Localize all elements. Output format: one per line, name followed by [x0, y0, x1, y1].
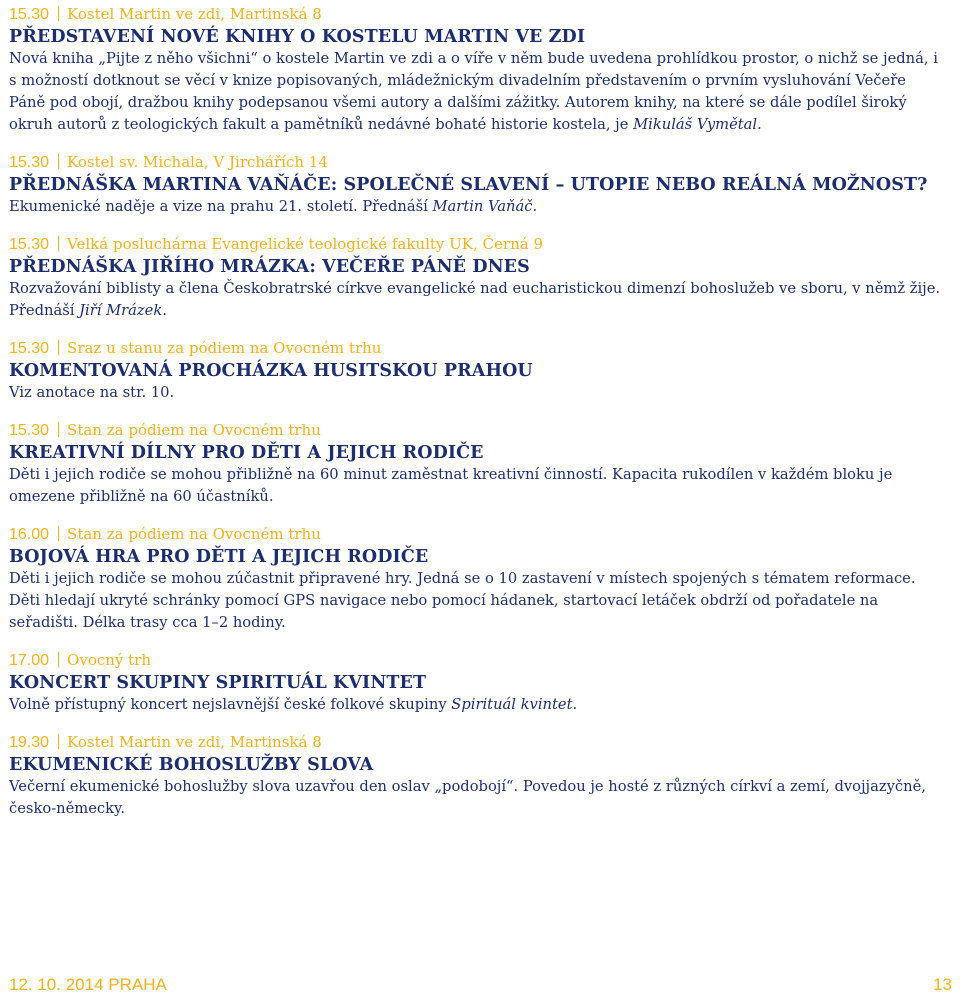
page-number: 13	[933, 975, 952, 994]
event-title: KONCERT SKUPINY SPIRITUÁL KVINTET	[9, 673, 427, 693]
event-description	[9, 568, 944, 634]
event-item	[9, 337, 944, 404]
description-text: Děti i jejich rodiče se mohou přibližně na 60 minut zaměstnat kreativní činností. Kapacita rukodílen v každém bloku je omezene přibližně na 60 účastníků.	[9, 466, 893, 505]
event-description	[9, 382, 944, 404]
speaker-name: Martin Vaňáč.	[432, 198, 538, 215]
event-list	[9, 3, 944, 835]
event-description	[9, 278, 944, 322]
divider	[58, 734, 59, 749]
event-description	[9, 776, 944, 820]
event-meta	[9, 3, 944, 26]
event-item	[9, 731, 944, 820]
speaker-name: Mikuláš Vymětal.	[633, 116, 762, 133]
divider	[58, 6, 59, 21]
event-title: PŘEDSTAVENÍ NOVÉ KNIHY O KOSTELU MARTIN VE ZDI	[9, 27, 586, 47]
event-place: Stan za pódiem na Ovocném trhu	[67, 421, 321, 439]
event-item	[9, 3, 944, 136]
event-time: 15.30	[9, 154, 50, 171]
divider	[58, 236, 59, 251]
event-time: 17.00	[9, 652, 50, 669]
divider	[58, 526, 59, 541]
event-meta	[9, 523, 944, 546]
footer-date-place: 12. 10. 2014 PRAHA	[9, 975, 167, 994]
event-meta	[9, 419, 944, 442]
event-time: 19.30	[9, 734, 50, 751]
event-item	[9, 233, 944, 322]
event-meta	[9, 731, 944, 754]
description-text: Viz anotace na str. 10.	[9, 384, 175, 401]
description-text: Děti i jejich rodiče se mohou zúčastnit připravené hry. Jedná se o 10 zastavení v místech spojených s tématem reformace. Děti hledají ukryté schránky pomocí GPS navigace nebo pomocí hádanek, startovací letáček obdrží od pořadatele na seřadišti. Délka trasy cca 1–2 hodiny.	[9, 570, 916, 631]
event-title: PŘEDNÁŠKA JIŘÍHO MRÁZKA: VEČEŘE PÁNĚ DNES	[9, 257, 530, 277]
event-place: Sraz u stanu za pódiem na Ovocném trhu	[67, 339, 382, 357]
event-title: KOMENTOVANÁ PROCHÁZKA HUSITSKOU PRAHOU	[9, 361, 533, 381]
event-place: Stan za pódiem na Ovocném trhu	[67, 525, 321, 543]
event-description	[9, 464, 944, 508]
event-place: Kostel sv. Michala, V Jirchářích 14	[67, 153, 328, 171]
description-text: Volně přístupný koncert nejslavnější české folkové skupiny	[9, 696, 452, 713]
event-time: 15.30	[9, 236, 50, 253]
event-title: BOJOVÁ HRA PRO DĚTI A JEJICH RODIČE	[9, 547, 429, 567]
event-item	[9, 523, 944, 634]
event-item	[9, 151, 944, 218]
event-meta	[9, 151, 944, 174]
description-text: Rozvažování biblisty a člena Českobratrské církve evangelické nad eucharistickou dimenzí bohoslužeb ve sboru, v němž žije. Přednáší	[9, 280, 941, 319]
event-place: Kostel Martin ve zdi, Martinská 8	[67, 5, 322, 23]
event-title: PŘEDNÁŠKA MARTINA VAŇÁČE: SPOLEČNÉ SLAVENÍ – UTOPIE NEBO REÁLNÁ MOŽNOST?	[9, 175, 928, 195]
event-description	[9, 694, 944, 716]
event-item	[9, 649, 944, 716]
event-place: Velká posluchárna Evangelické teologické fakulty UK, Černá 9	[67, 235, 543, 253]
event-meta	[9, 337, 944, 360]
description-text: Večerní ekumenické bohoslužby slova uzavřou den oslav „podobojí“. Povedou je hosté z různých církví a zemí, dvojjazyčně, česko-německy.	[9, 778, 926, 817]
event-place: Kostel Martin ve zdi, Martinská 8	[67, 733, 322, 751]
description-text: Nová kniha „Pijte z něho všichni“ o kostele Martin ve zdi a o víře v něm bude uvedena prohlídkou prostor, o nichž se jedná, i s možností dotknout se věcí v knize popisovaných, mládežnickým divadelním představením o prvním vysluhování Večeře Páně pod obojí, dražbou knihy podepsanou všemi autory a dalšími zážitky. Autorem knihy, na které se dále podílel široký okruh autorů z teologických fakult a pamětníků nedávné bohaté historie kostela, je	[9, 50, 938, 133]
event-description	[9, 48, 944, 136]
event-item	[9, 419, 944, 508]
event-time: 16.00	[9, 526, 50, 543]
event-title: KREATIVNÍ DÍLNY PRO DĚTI A JEJICH RODIČE	[9, 443, 484, 463]
divider	[58, 340, 59, 355]
speaker-name: Jiří Mrázek.	[79, 302, 167, 319]
event-time: 15.30	[9, 422, 50, 439]
event-description	[9, 196, 944, 218]
event-meta	[9, 649, 944, 672]
event-place: Ovocný trh	[67, 651, 152, 669]
speaker-name: Spirituál kvintet.	[451, 696, 578, 713]
description-text: Ekumenické naděje a vize na prahu 21. století. Přednáší	[9, 198, 433, 215]
event-title: EKUMENICKÉ BOHOSLUŽBY SLOVA	[9, 755, 374, 775]
divider	[58, 652, 59, 667]
divider	[58, 422, 59, 437]
divider	[58, 154, 59, 169]
event-meta	[9, 233, 944, 256]
event-time: 15.30	[9, 6, 50, 23]
event-time: 15.30	[9, 340, 50, 357]
